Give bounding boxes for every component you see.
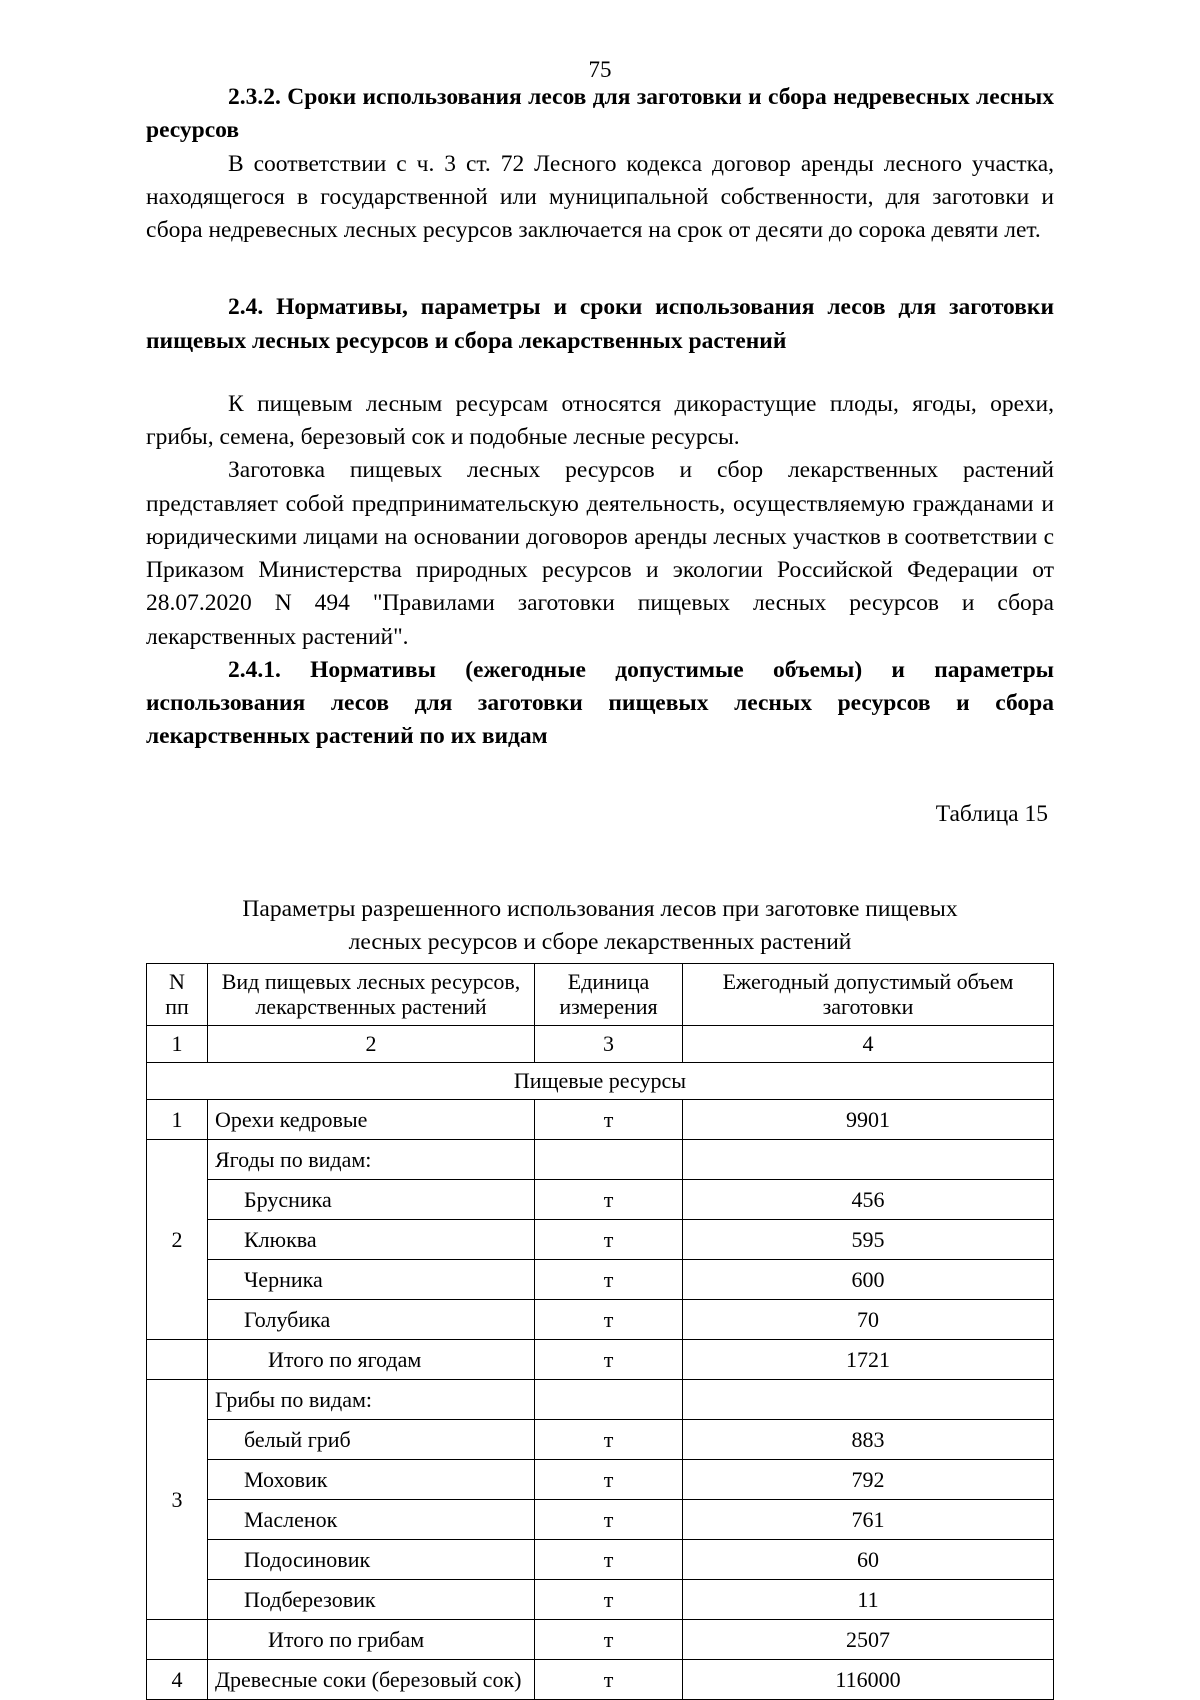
row-number: 3 bbox=[147, 1380, 208, 1620]
row-volume: 595 bbox=[683, 1220, 1054, 1260]
table-column-number-row bbox=[147, 1026, 1054, 1063]
section-heading-2-4: 2.4. Нормативы, параметры и сроки использования лесов для заготовки пищевых лесных ресурсов и сбора лекарственных растений bbox=[146, 294, 1054, 354]
header-volume-line-2: заготовки bbox=[822, 994, 914, 1020]
header-unit-line-1: Единица bbox=[567, 968, 650, 994]
row-volume: 9901 bbox=[683, 1100, 1054, 1140]
header-resource-line-1: Вид пищевых лесных ресурсов, bbox=[221, 968, 521, 994]
row-volume bbox=[683, 1140, 1054, 1180]
row-unit: т bbox=[535, 1300, 683, 1340]
row-volume bbox=[683, 1380, 1054, 1420]
row-resource-name: Масленок bbox=[208, 1500, 535, 1540]
row-volume: 70 bbox=[683, 1300, 1054, 1340]
header-resource-line-2: лекарственных растений bbox=[255, 994, 487, 1020]
row-volume: 60 bbox=[683, 1540, 1054, 1580]
row-resource-name: белый гриб bbox=[208, 1420, 535, 1460]
row-resource-name: Клюква bbox=[208, 1220, 535, 1260]
table-row bbox=[147, 1460, 1054, 1500]
table-row bbox=[147, 1500, 1054, 1540]
row-volume: 456 bbox=[683, 1180, 1054, 1220]
row-resource-name: Итого по ягодам bbox=[208, 1340, 535, 1380]
column-index-4: 4 bbox=[683, 1026, 1054, 1063]
row-unit: т bbox=[535, 1580, 683, 1620]
row-unit: т bbox=[535, 1620, 683, 1660]
row-resource-name: Брусника bbox=[208, 1180, 535, 1220]
row-number: 1 bbox=[147, 1100, 208, 1140]
spacer bbox=[146, 247, 1054, 291]
row-volume: 761 bbox=[683, 1500, 1054, 1540]
table-row bbox=[147, 1620, 1054, 1660]
row-resource-name: Черника bbox=[208, 1260, 535, 1300]
table-row bbox=[147, 1580, 1054, 1620]
page-number: 75 bbox=[588, 57, 612, 82]
table-row bbox=[147, 1300, 1054, 1340]
section-2-4-paragraph-1: К пищевым лесным ресурсам относятся дикорастущие плоды, ягоды, орехи, грибы, семена, березовый сок и подобные лесные ресурсы. bbox=[146, 390, 1054, 450]
spacer bbox=[146, 754, 1054, 798]
row-resource-name: Древесные соки (березовый сок) bbox=[208, 1660, 535, 1700]
group-label-food-resources: Пищевые ресурсы bbox=[147, 1063, 1054, 1100]
row-number: 2 bbox=[147, 1140, 208, 1340]
column-index-2: 2 bbox=[208, 1026, 535, 1063]
column-index-3: 3 bbox=[535, 1026, 683, 1063]
table-label: Таблица 15 bbox=[935, 800, 1048, 827]
table-title-line-2: лесных ресурсов и сборе лекарственных растений bbox=[348, 928, 852, 955]
header-number-line-2: пп bbox=[165, 994, 189, 1020]
table-row bbox=[147, 1660, 1054, 1700]
row-resource-name: Голубика bbox=[208, 1300, 535, 1340]
table-title-line-1: Параметры разрешенного использования лесов при заготовке пищевых bbox=[242, 895, 958, 922]
header-cell-unit bbox=[535, 963, 683, 1026]
table-row bbox=[147, 1540, 1054, 1580]
row-unit: т bbox=[535, 1540, 683, 1580]
resources-table bbox=[146, 963, 1054, 1700]
table-row bbox=[147, 1380, 1054, 1420]
row-resource-name: Подберезовик bbox=[208, 1580, 535, 1620]
table-group-row bbox=[147, 1063, 1054, 1100]
row-unit: т bbox=[535, 1340, 683, 1380]
header-cell-resource-type bbox=[208, 963, 535, 1026]
table-row bbox=[147, 1100, 1054, 1140]
header-cell-number bbox=[147, 963, 208, 1026]
row-unit: т bbox=[535, 1260, 683, 1300]
row-volume: 11 bbox=[683, 1580, 1054, 1620]
row-unit: т bbox=[535, 1180, 683, 1220]
row-number bbox=[147, 1340, 208, 1380]
row-resource-name: Моховик bbox=[208, 1460, 535, 1500]
row-unit bbox=[535, 1140, 683, 1180]
column-index-1: 1 bbox=[147, 1026, 208, 1063]
row-unit: т bbox=[535, 1460, 683, 1500]
row-unit: т bbox=[535, 1660, 683, 1700]
row-resource-name: Ягоды по видам: bbox=[208, 1140, 535, 1180]
section-heading-2-3-2: 2.3.2. Сроки использования лесов для заготовки и сбора недревесных лесных ресурсов bbox=[146, 84, 1054, 144]
row-volume: 792 bbox=[683, 1460, 1054, 1500]
table-row bbox=[147, 1260, 1054, 1300]
row-unit: т bbox=[535, 1500, 683, 1540]
row-unit bbox=[535, 1380, 683, 1420]
row-volume: 2507 bbox=[683, 1620, 1054, 1660]
table-row bbox=[147, 1340, 1054, 1380]
header-number-line-1: N bbox=[169, 968, 185, 994]
row-resource-name: Орехи кедровые bbox=[208, 1100, 535, 1140]
table-header-row bbox=[147, 963, 1054, 1026]
table-data-rows bbox=[147, 1100, 1054, 1700]
row-unit: т bbox=[535, 1100, 683, 1140]
table-body bbox=[147, 963, 1054, 1100]
row-resource-name: Грибы по видам: bbox=[208, 1380, 535, 1420]
row-volume: 1721 bbox=[683, 1340, 1054, 1380]
row-number bbox=[147, 1620, 208, 1660]
spacer bbox=[146, 831, 1054, 893]
row-unit: т bbox=[535, 1220, 683, 1260]
spacer bbox=[146, 358, 1054, 388]
table-row bbox=[147, 1420, 1054, 1460]
row-volume: 883 bbox=[683, 1420, 1054, 1460]
header-volume-line-1: Ежегодный допустимый объем bbox=[722, 968, 1014, 994]
section-heading-2-4-1: 2.4.1. Нормативы (ежегодные допустимые объемы) и параметры использования лесов для заготовки пищевых лесных ресурсов и сбора лекарственных растений по их видам bbox=[146, 656, 1054, 750]
row-volume: 116000 bbox=[683, 1660, 1054, 1700]
row-resource-name: Итого по грибам bbox=[208, 1620, 535, 1660]
row-volume: 600 bbox=[683, 1260, 1054, 1300]
section-2-3-2-body: В соответствии с ч. 3 ст. 72 Лесного кодекса договор аренды лесного участка, находящегося в государственной или муниципальной собственности, для заготовки и сбора недревесных лесных ресурсов заключается на срок от десяти до сорока девяти лет. bbox=[146, 150, 1054, 243]
table-row bbox=[147, 1220, 1054, 1260]
row-number: 4 bbox=[147, 1660, 208, 1700]
table-row bbox=[147, 1180, 1054, 1220]
header-unit-line-2: измерения bbox=[559, 994, 658, 1020]
table-row bbox=[147, 1140, 1054, 1180]
header-cell-volume bbox=[683, 963, 1054, 1026]
table-title bbox=[146, 893, 1054, 959]
document-content bbox=[0, 81, 1200, 1700]
row-unit: т bbox=[535, 1420, 683, 1460]
row-resource-name: Подосиновик bbox=[208, 1540, 535, 1580]
section-2-4-paragraph-2: Заготовка пищевых лесных ресурсов и сбор лекарственных растений представляет собой предпринимательскую деятельность, осуществляемую гражданами и юридическими лицами на основании договоров аренды лесных участков в соответствии с Приказом Министерства природных ресурсов и экологии Российской Федерации от 28.07.2020 N 494 "Правилами заготовки пищевых лесных ресурсов и сбора лекарственных растений". bbox=[146, 457, 1054, 650]
